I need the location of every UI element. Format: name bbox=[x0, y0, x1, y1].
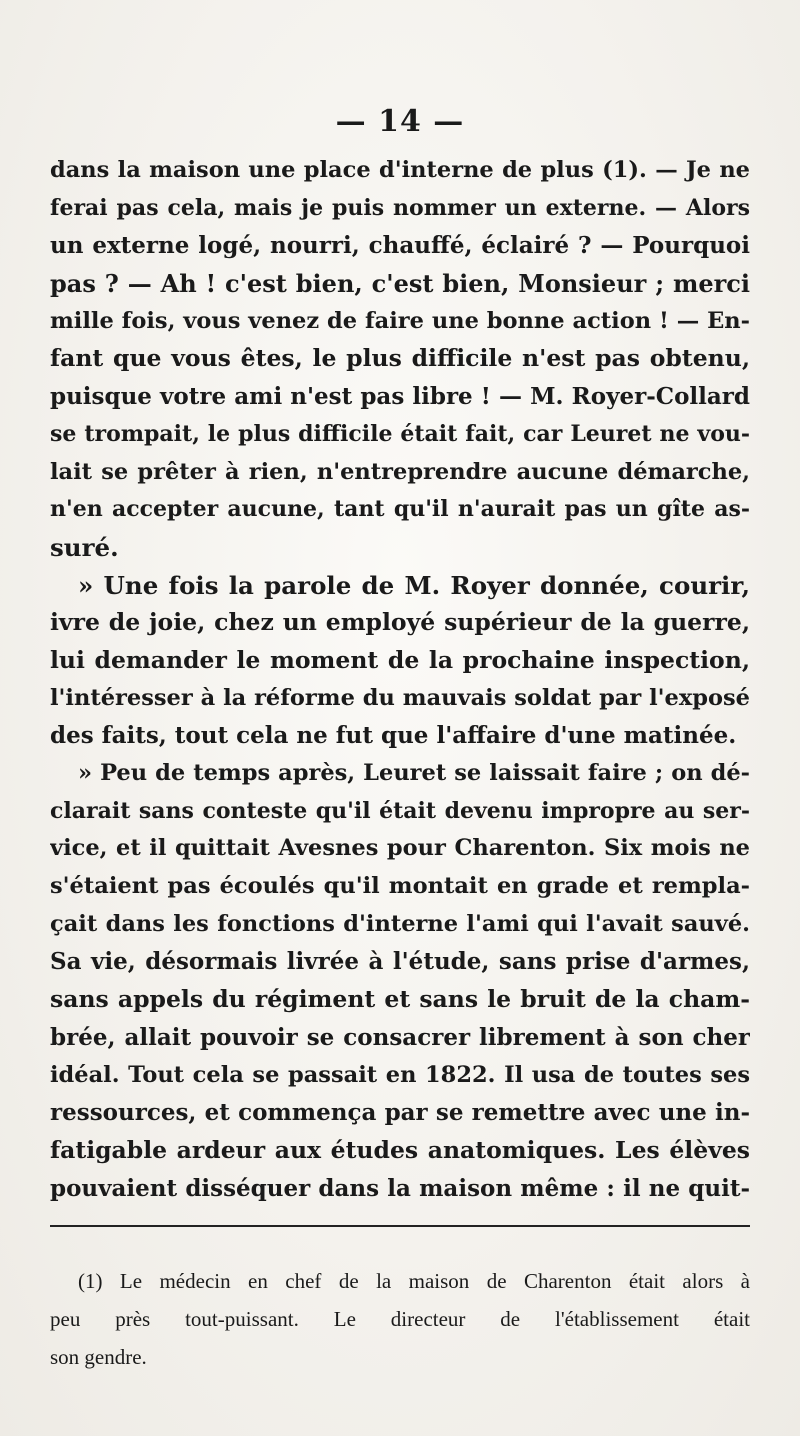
text-line: » Une fois la parole de M. Royer donnée, courir, bbox=[78, 570, 750, 600]
footnote-line: son gendre. bbox=[50, 1345, 147, 1369]
footnote-line: peu près tout-puissant. Le directeur de l'établissement était bbox=[50, 1307, 750, 1331]
text-line: dans la maison une place d'interne de plus (1). — Je ne bbox=[50, 157, 750, 183]
text-line: sans appels du régiment et sans le bruit de la cham- bbox=[50, 985, 750, 1014]
text-line: des faits, tout cela ne fut que l'affaire d'une matinée. bbox=[50, 722, 737, 750]
footnote-separator bbox=[50, 1225, 750, 1227]
text-line: s'étaient pas écoulés qu'il montait en grade et rempla- bbox=[50, 873, 750, 900]
text-line: lui demander le moment de la prochaine inspection, bbox=[50, 645, 750, 674]
text-line: un externe logé, nourri, chauffé, éclairé ? — Pourquoi bbox=[50, 232, 750, 260]
text-line: çait dans les fonctions d'interne l'ami qui l'avait sauvé. bbox=[50, 910, 750, 937]
text-line: vice, et il quittait Avesnes pour Charenton. Six mois ne bbox=[50, 835, 750, 862]
text-line: l'intéresser à la réforme du mauvais soldat par l'exposé bbox=[50, 684, 750, 711]
footnote bbox=[50, 1262, 750, 1376]
text-line: mille fois, vous venez de faire une bonne action ! — En- bbox=[50, 307, 750, 334]
text-line: ferai pas cela, mais je puis nommer un externe. — Alors bbox=[50, 194, 750, 221]
text-line: idéal. Tout cela se passait en 1822. Il usa de toutes ses bbox=[50, 1061, 750, 1088]
text-line: brée, allait pouvoir se consacrer librement à son cher bbox=[50, 1023, 750, 1051]
text-line: fatigable ardeur aux études anatomiques. Les élèves bbox=[50, 1135, 750, 1164]
text-line: Sa vie, désormais livrée à l'étude, sans prise d'armes, bbox=[50, 948, 750, 976]
text-line: pouvaient disséquer dans la maison même : il ne quit- bbox=[50, 1174, 750, 1202]
text-line: » Peu de temps après, Leuret se laissait faire ; on dé- bbox=[78, 760, 750, 786]
body-text bbox=[50, 152, 750, 1207]
text-line: ressources, et commença par se remettre avec une in- bbox=[50, 1099, 750, 1127]
page-number: — 14 — bbox=[335, 104, 465, 139]
footnote-line: (1) Le médecin en chef de la maison de Charenton était alors à bbox=[78, 1269, 750, 1293]
text-line: fant que vous êtes, le plus difficile n'est pas obtenu, bbox=[50, 344, 750, 373]
text-line: n'en accepter aucune, tant qu'il n'aurait pas un gîte as- bbox=[50, 496, 750, 523]
text-line: se trompait, le plus difficile était fait, car Leuret ne vou- bbox=[50, 420, 750, 447]
text-line: pas ? — Ah ! c'est bien, c'est bien, Monsieur ; merci bbox=[50, 269, 750, 299]
text-line: ivre de joie, chez un employé supérieur de la guerre, bbox=[50, 608, 750, 637]
text-line: lait se prêter à rien, n'entreprendre aucune démarche, bbox=[50, 458, 750, 485]
text-line: suré. bbox=[50, 532, 119, 562]
text-line: clarait sans conteste qu'il était devenu impropre au ser- bbox=[50, 797, 750, 824]
text-line: puisque votre ami n'est pas libre ! — M. Royer-Collard bbox=[50, 383, 750, 411]
